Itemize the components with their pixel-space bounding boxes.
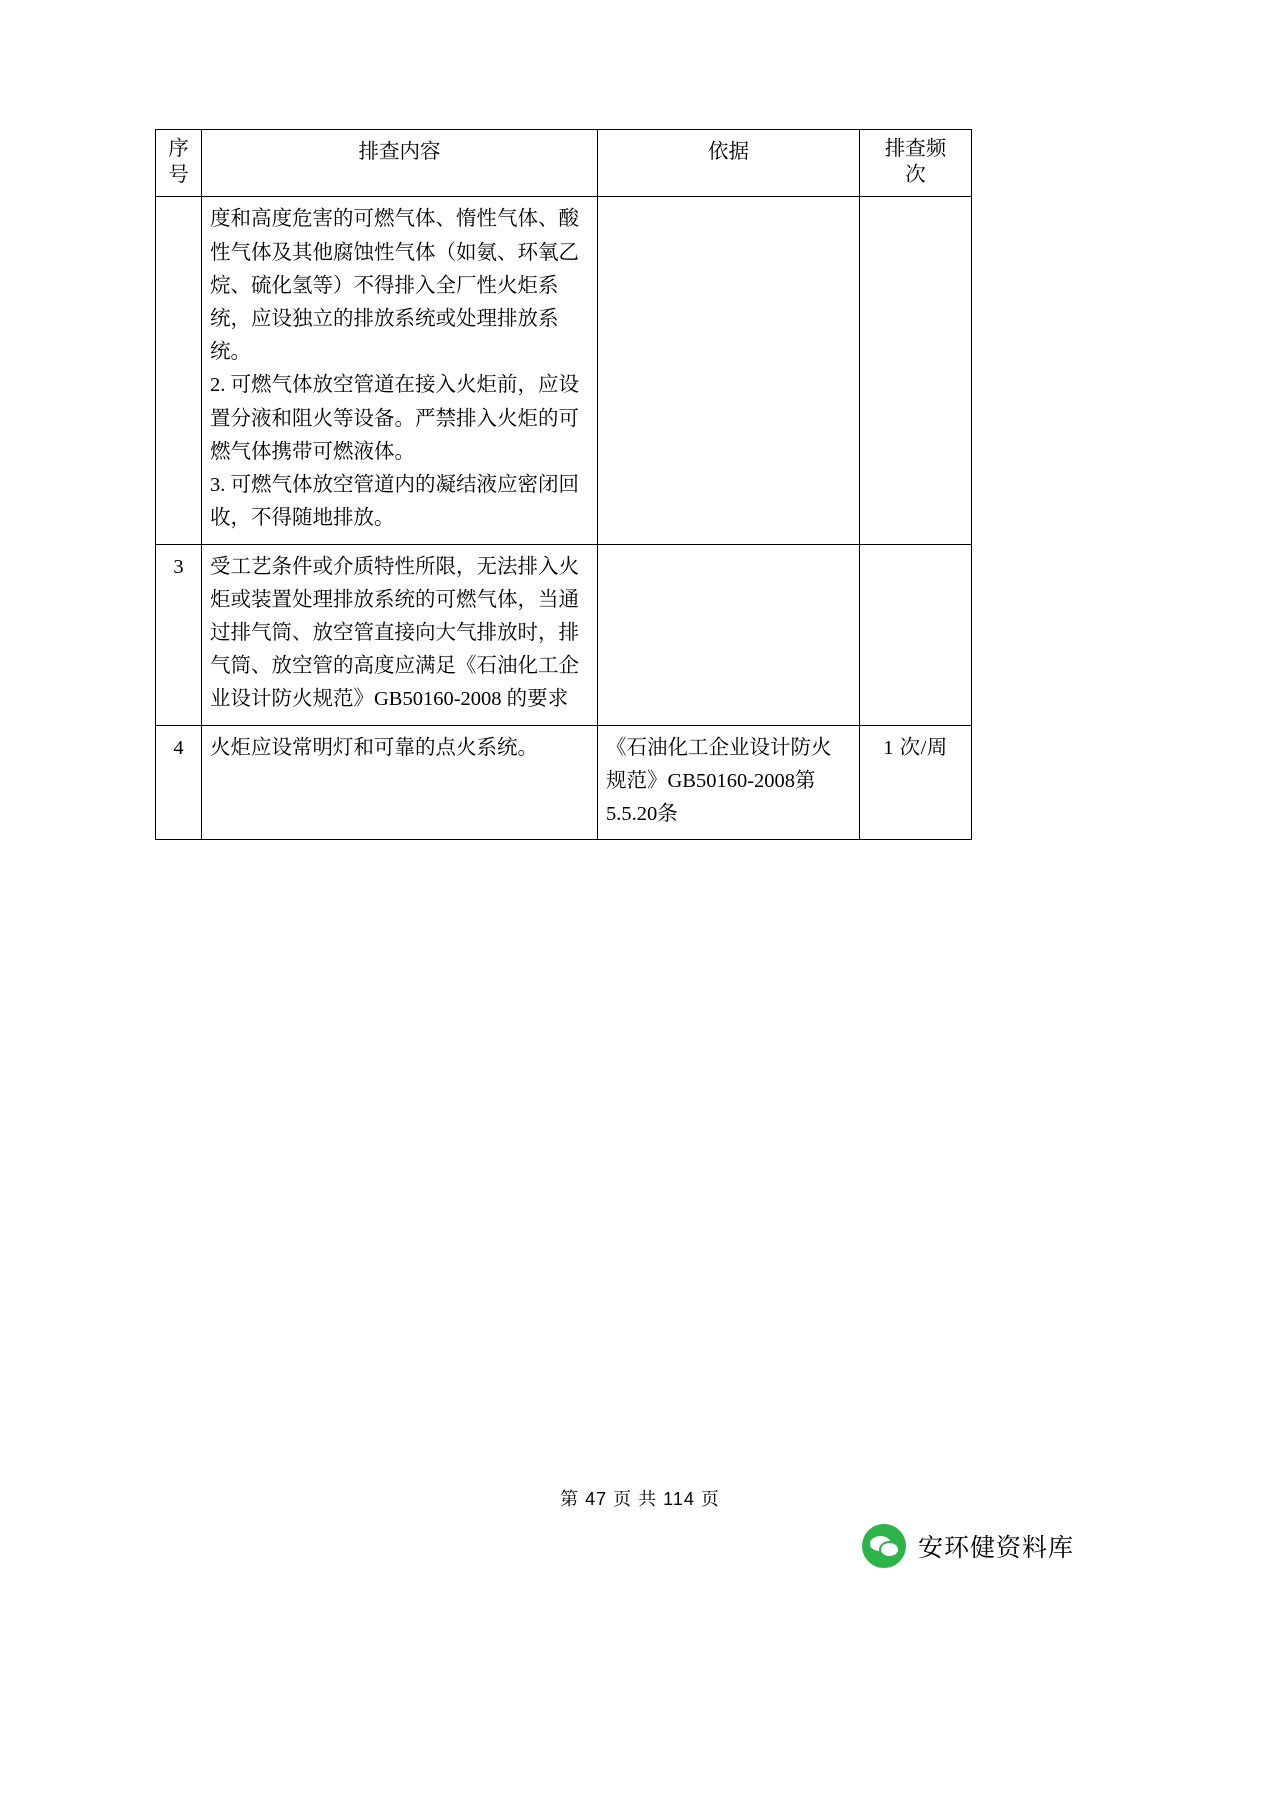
row-freq <box>860 197 972 544</box>
row-basis: 《石油化工企业设计防火规范》GB50160-2008第 5.5.20条 <box>598 725 860 840</box>
wechat-icon <box>862 1524 906 1568</box>
table-row <box>156 197 972 544</box>
row-no: 4 <box>156 725 202 840</box>
row-content <box>202 544 598 725</box>
row-content <box>202 725 598 840</box>
row-content-paragraph: 度和高度危害的可燃气体、惰性气体、酸性气体及其他腐蚀性气体（如氨、环氧乙烷、硫化氢等）不得排入全厂性火炬系统，应设独立的排放系统或处理排放系统。 <box>210 208 579 364</box>
row-content-paragraph: 2. 可燃气体放空管道在接入火炬前，应设置分液和阻火等设备。严禁排入火炬的可燃气体携带可燃液体。 <box>210 374 579 463</box>
table-header-row <box>156 130 972 197</box>
header-no-line1: 序 <box>168 138 189 160</box>
table-row <box>156 725 972 840</box>
row-basis <box>598 544 860 725</box>
header-cell-freq <box>860 130 972 197</box>
row-content-paragraph: 3. 可燃气体放空管道内的凝结液应密闭回收，不得随地排放。 <box>210 474 579 530</box>
row-basis <box>598 197 860 544</box>
checklist-table-wrapper <box>155 129 971 840</box>
header-cell-content: 排查内容 <box>202 130 598 197</box>
header-cell-basis: 依据 <box>598 130 860 197</box>
checklist-table <box>155 129 972 840</box>
header-freq-line2: 次 <box>905 164 926 187</box>
row-content <box>202 197 598 544</box>
row-no <box>156 197 202 544</box>
row-freq <box>860 544 972 725</box>
table-row <box>156 544 972 725</box>
row-no: 3 <box>156 544 202 725</box>
header-no-line2: 号 <box>168 164 189 187</box>
row-content-paragraph: 火炬应设常明灯和可靠的点火系统。 <box>210 736 538 759</box>
header-cell-no <box>156 130 202 197</box>
watermark-badge <box>862 1524 1074 1568</box>
page-footer: 第 47 页 共 114 页 <box>560 1489 720 1509</box>
row-freq: 1 次/周 <box>860 725 972 840</box>
header-freq-line1: 排查频 <box>884 138 947 160</box>
watermark-label: 安环健资料库 <box>918 1534 1075 1562</box>
row-content-paragraph: 受工艺条件或介质特性所限，无法排入火炬或装置处理排放系统的可燃气体，当通过排气筒、放空管直接向大气排放时，排气筒、放空管的高度应满足《石油化工企业设计防火规范》GB50160-2008 的要求 <box>210 555 579 711</box>
